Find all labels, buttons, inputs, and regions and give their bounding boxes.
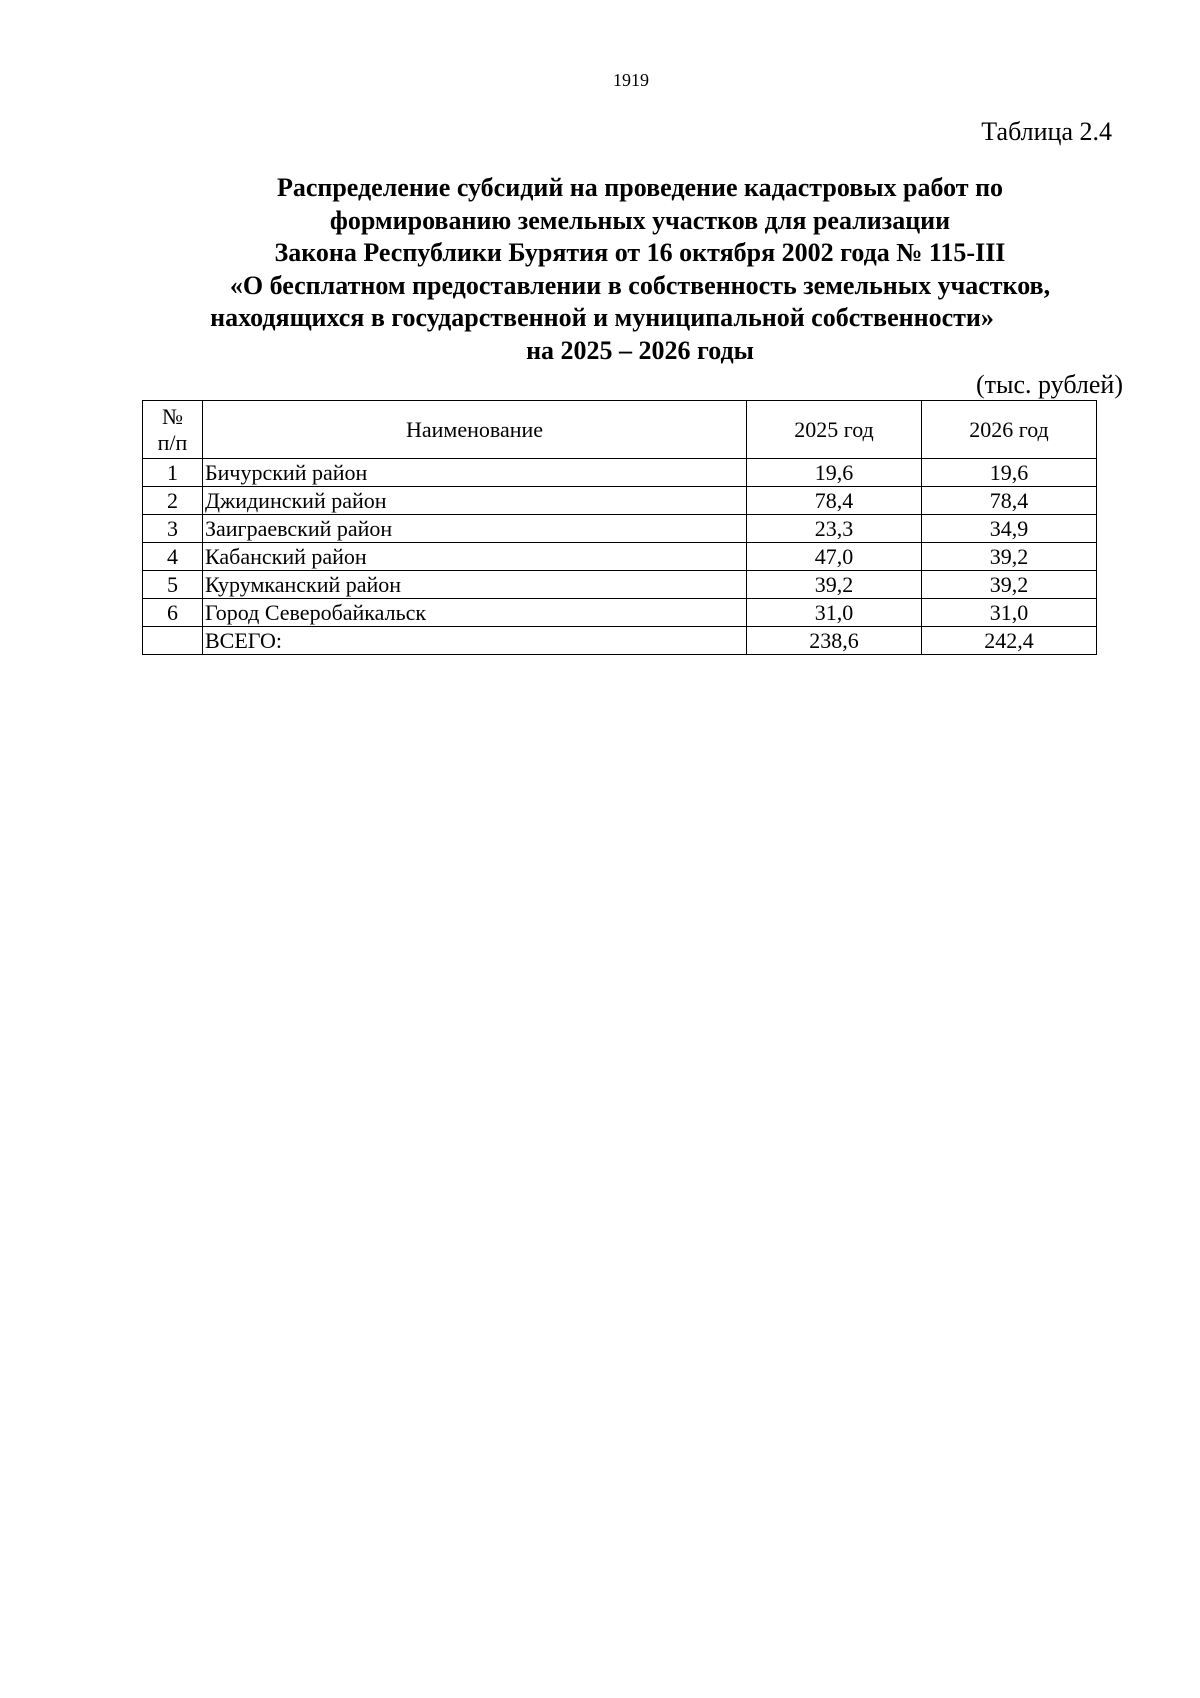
row-value-2025: 19,6 xyxy=(747,459,922,487)
row-name: Город Северобайкальск xyxy=(203,599,747,627)
row-value-2026: 39,2 xyxy=(922,543,1097,571)
row-value-2025: 47,0 xyxy=(747,543,922,571)
table-row xyxy=(143,459,1097,487)
row-value-2026: 19,6 xyxy=(922,459,1097,487)
title-line: на 2025 – 2026 годы xyxy=(526,335,754,365)
row-number: 1 xyxy=(143,459,203,487)
header-number-symbol: № xyxy=(162,403,183,429)
row-number: 4 xyxy=(143,543,203,571)
row-name: Заиграевский район xyxy=(203,515,747,543)
units-label: (тыс. рублей) xyxy=(975,370,1123,399)
total-value-2026: 242,4 xyxy=(922,627,1097,655)
total-value-2025: 238,6 xyxy=(747,627,922,655)
subsidy-table xyxy=(142,400,1097,655)
title-line: Распределение субсидий на проведение кадастровых работ по xyxy=(276,173,1004,202)
row-value-2026: 31,0 xyxy=(922,599,1097,627)
table-row xyxy=(143,543,1097,571)
row-number: 6 xyxy=(143,599,203,627)
table-row xyxy=(143,571,1097,599)
total-number xyxy=(143,627,203,655)
row-name: Джидинский район xyxy=(203,487,747,515)
table-row xyxy=(143,515,1097,543)
row-number: 5 xyxy=(143,571,203,599)
row-value-2026: 34,9 xyxy=(922,515,1097,543)
row-name: Бичурский район xyxy=(203,459,747,487)
row-value-2025: 78,4 xyxy=(747,487,922,515)
document-title xyxy=(130,172,1150,367)
header-2025: 2025 год xyxy=(747,401,922,459)
table-label: Таблица 2.4 xyxy=(981,117,1112,146)
row-value-2026: 78,4 xyxy=(922,487,1097,515)
header-2026: 2026 год xyxy=(922,401,1097,459)
row-name: Кабанский район xyxy=(203,543,747,571)
table-header-row xyxy=(143,401,1097,459)
row-name: Курумканский район xyxy=(203,571,747,599)
page-number: 1919 xyxy=(613,70,649,90)
title-line: Закона Республики Бурятия от 16 октября 2002 года № 115-III xyxy=(274,238,1006,267)
title-line: «О бесплатном предоставлении в собственность земельных участков, xyxy=(229,270,1051,300)
table-row xyxy=(143,487,1097,515)
title-line: формированию земельных участков для реализации xyxy=(329,205,951,235)
table-row xyxy=(143,599,1097,627)
row-value-2025: 31,0 xyxy=(747,599,922,627)
row-value-2025: 39,2 xyxy=(747,571,922,599)
row-number: 2 xyxy=(143,487,203,515)
row-value-2025: 23,3 xyxy=(747,515,922,543)
header-number xyxy=(143,401,203,459)
title-line: находящихся в государственной и муниципальной собственности» xyxy=(210,303,994,332)
row-value-2026: 39,2 xyxy=(922,571,1097,599)
header-name: Наименование xyxy=(203,401,747,459)
table-total-row xyxy=(143,627,1097,655)
total-label: ВСЕГО: xyxy=(203,627,747,655)
header-number-abbr: п/п xyxy=(157,429,188,455)
row-number: 3 xyxy=(143,515,203,543)
